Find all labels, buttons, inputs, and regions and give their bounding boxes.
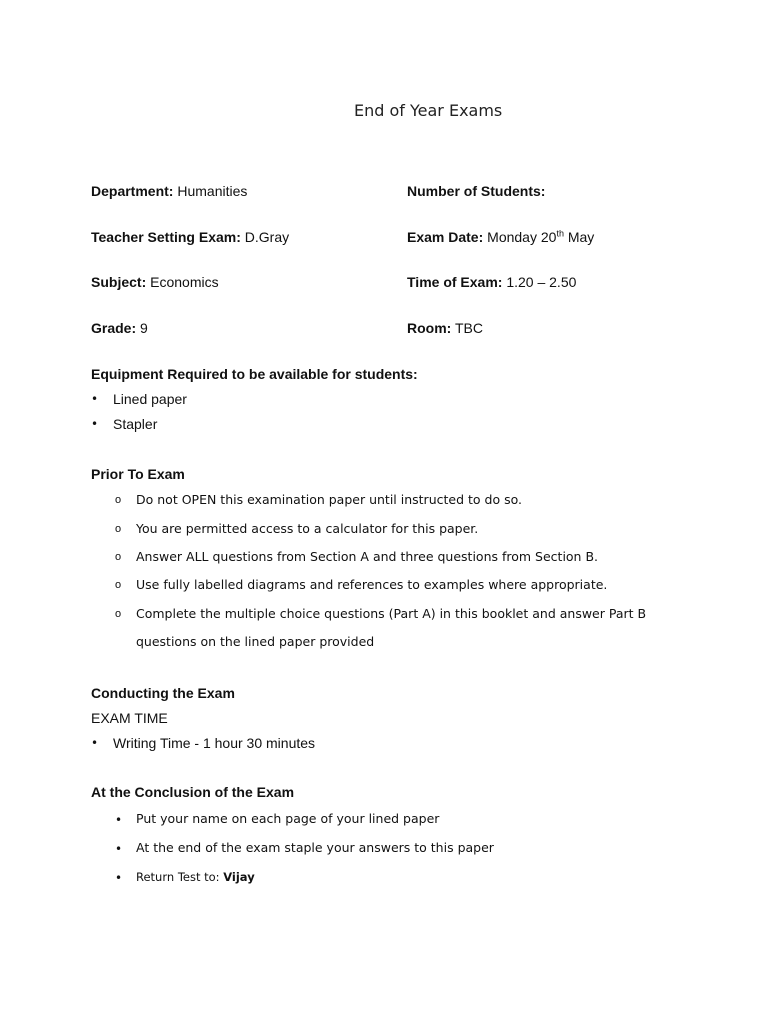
- circle-bullet-icon: o: [115, 494, 122, 506]
- department-label: Department:: [91, 183, 174, 199]
- department-field: [91, 183, 247, 199]
- circle-bullet-icon: o: [115, 608, 122, 620]
- bullet-icon: •: [91, 417, 99, 431]
- return-test-value: Vijay: [223, 870, 255, 884]
- equipment-heading: Equipment Required to be available for students:: [91, 366, 418, 382]
- prior-heading: Prior To Exam: [91, 466, 185, 482]
- exam-time-value: 1.20 – 2.50: [506, 274, 577, 290]
- bullet-icon: •: [91, 392, 99, 406]
- students-label: Number of Students:: [407, 183, 546, 199]
- subject-field: [91, 274, 219, 290]
- return-test-line: [136, 870, 255, 884]
- room-value: TBC: [454, 320, 483, 336]
- conclusion-item: At the end of the exam staple your answers to this paper: [136, 840, 494, 855]
- prior-item-continued: questions on the lined paper provided: [136, 634, 375, 649]
- exam-date-field: [407, 229, 594, 245]
- teacher-field: [91, 229, 289, 245]
- department-value: Humanities: [177, 183, 248, 199]
- equipment-item: Lined paper: [113, 391, 187, 407]
- teacher-label: Teacher Setting Exam:: [91, 229, 241, 245]
- conclusion-heading: At the Conclusion of the Exam: [91, 784, 295, 800]
- teacher-value: D.Gray: [244, 229, 290, 245]
- bullet-icon: •: [115, 813, 123, 827]
- prior-item: Do not OPEN this examination paper until instructed to do so.: [136, 492, 522, 507]
- exam-time-subheading: EXAM TIME: [91, 710, 168, 726]
- bullet-icon: •: [115, 842, 123, 856]
- circle-bullet-icon: o: [115, 551, 122, 563]
- equipment-item: Stapler: [113, 416, 158, 432]
- page-title: End of Year Exams: [354, 101, 503, 120]
- circle-bullet-icon: o: [115, 523, 122, 535]
- conclusion-item: Put your name on each page of your lined paper: [136, 811, 440, 826]
- prior-item: You are permitted access to a calculator for this paper.: [136, 521, 479, 536]
- prior-item: Answer ALL questions from Section A and three questions from Section B.: [136, 549, 599, 564]
- exam-time-field: [407, 274, 576, 290]
- grade-value: 9: [140, 320, 148, 336]
- bullet-icon: •: [115, 871, 123, 885]
- prior-item: Complete the multiple choice questions (Part A) in this booklet and answer Part B: [136, 606, 647, 621]
- bullet-icon: •: [91, 736, 99, 750]
- circle-bullet-icon: o: [115, 579, 122, 591]
- prior-item: Use fully labelled diagrams and references to examples where appropriate.: [136, 577, 608, 592]
- room-field: [407, 320, 483, 336]
- grade-label: Grade:: [91, 320, 137, 336]
- return-test-label: Return Test to:: [136, 870, 220, 884]
- exam-time-label: Time of Exam:: [407, 274, 503, 290]
- grade-field: [91, 320, 148, 336]
- conducting-item: Writing Time - 1 hour 30 minutes: [113, 735, 316, 751]
- conducting-heading: Conducting the Exam: [91, 685, 235, 701]
- students-field: [407, 183, 545, 199]
- exam-date-value-post: May: [567, 229, 595, 245]
- subject-value: Economics: [150, 274, 219, 290]
- exam-date-value-pre: Monday 20: [487, 229, 557, 245]
- exam-date-label: Exam Date:: [407, 229, 484, 245]
- subject-label: Subject:: [91, 274, 147, 290]
- exam-date-suffix: th: [556, 228, 564, 239]
- room-label: Room:: [407, 320, 452, 336]
